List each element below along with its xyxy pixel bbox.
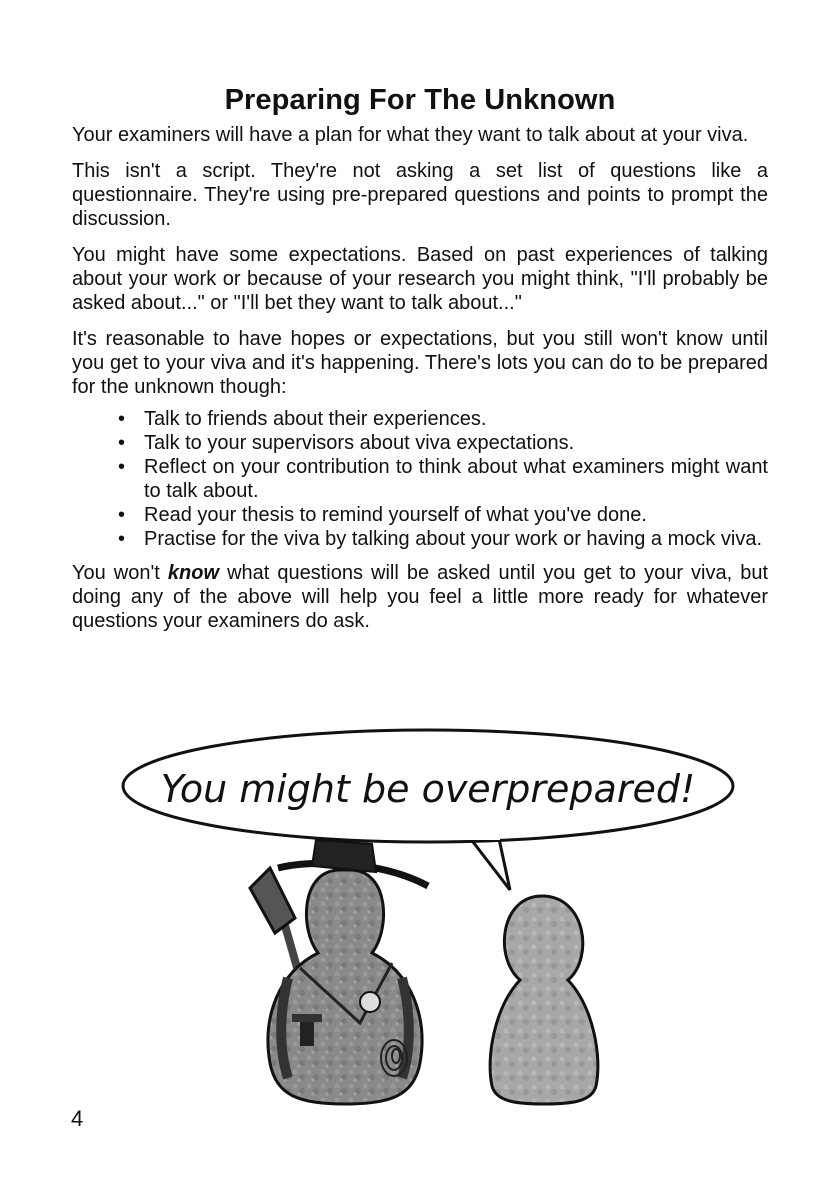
- list-item: • Practise for the viva by talking about your work or having a mock viva.: [118, 527, 768, 551]
- compass-icon: [360, 992, 380, 1012]
- emphasis-word: know: [167, 562, 220, 584]
- paragraph-2: This isn't a script. They're not asking a set list of questions like a questionnaire. They're using pre-prepared questions and points to prompt the discussion.: [72, 160, 768, 230]
- cartoon-illustration: [110, 718, 760, 1118]
- list-item: • Talk to your supervisors about viva expectations.: [118, 431, 768, 455]
- closing-text-after: what questions will be asked until you get to your viva, but doing any of the above will help you feel a little more ready for whatever questions your examiners do ask.: [72, 562, 768, 632]
- paragraph-3: You might have some expectations. Based on past experiences of talking about your work or because of your research you might think, "I'll probably be asked about..." or "I'll bet they want to talk about...": [72, 244, 768, 314]
- speech-bubble: [123, 730, 733, 890]
- page-content: [72, 84, 768, 645]
- plain-pawn-figure: [490, 896, 598, 1104]
- paragraph-1: Your examiners will have a plan for what they want to talk about at your viva.: [72, 124, 749, 146]
- shovel-icon: [250, 868, 300, 978]
- tips-list: [72, 407, 768, 551]
- explorer-pawn-figure: [250, 840, 428, 1104]
- paragraph-4: It's reasonable to have hopes or expectations, but you still won't know until you get to your viva and it's happening. There's lots you can do to be prepared for the unknown though:: [72, 328, 768, 398]
- list-item: • Reflect on your contribution to think about what examiners might want to talk about.: [118, 455, 768, 503]
- speech-text: You might be overprepared!: [160, 767, 696, 811]
- list-item: • Read your thesis to remind yourself of what you've done.: [118, 503, 768, 527]
- page-number: 4: [71, 1106, 84, 1131]
- closing-paragraph: [72, 561, 768, 633]
- page-title: Preparing For The Unknown: [224, 84, 616, 116]
- closing-text-before: You won't: [72, 562, 168, 584]
- list-item: • Talk to friends about their experiences.: [118, 407, 768, 431]
